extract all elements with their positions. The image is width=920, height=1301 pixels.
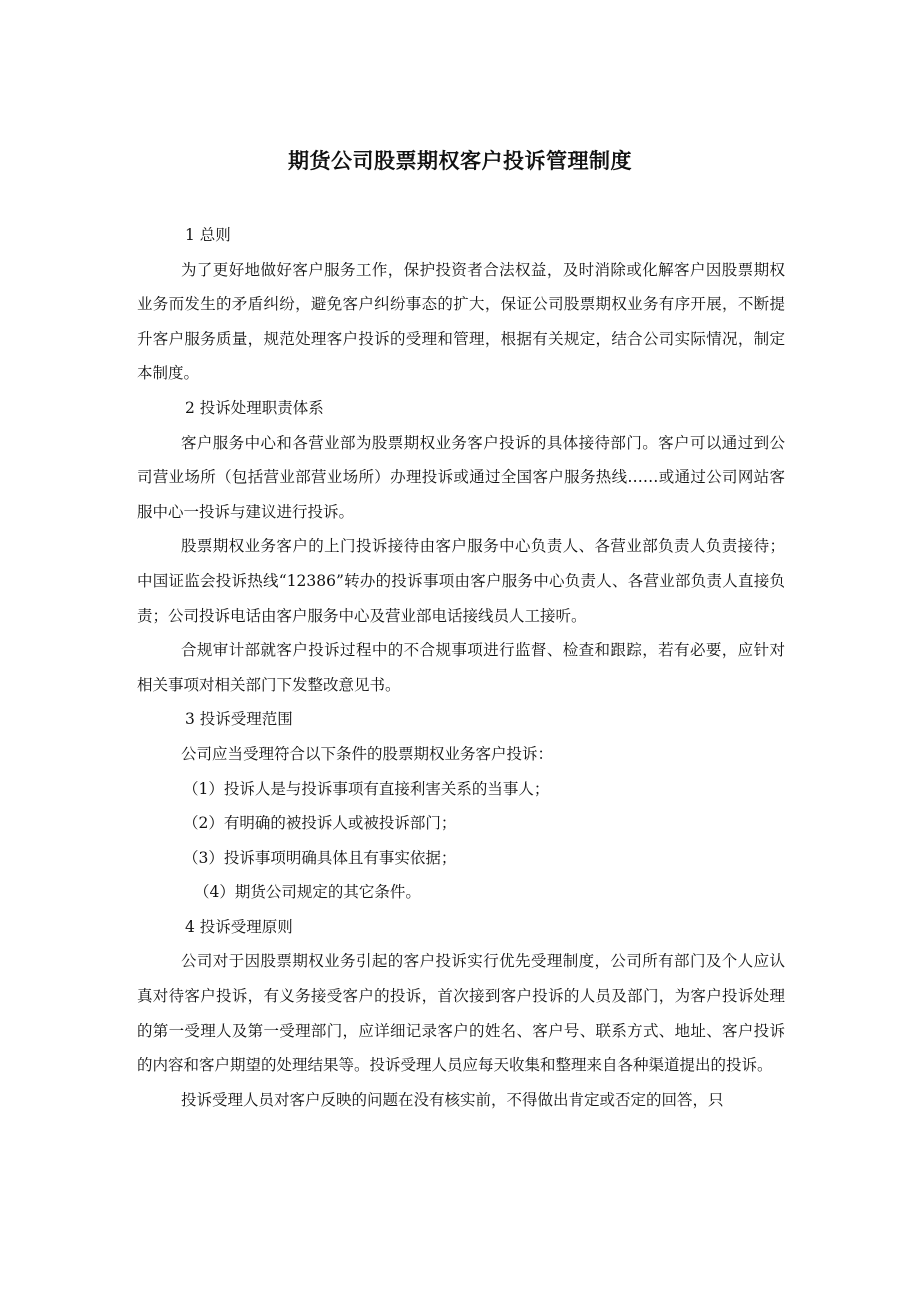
paragraph: 为了更好地做好客户服务工作，保护投资者合法权益，及时消除或化解客户因股票期权业务而发生的矛盾纠纷，避免客户纠纷事态的扩大，保证公司股票期权业务有序开展，不断提升客户服务质量，规范处理客户投诉的受理和管理，根据有关规定，结合公司实际情况，制定本制度。 bbox=[137, 260, 785, 383]
paragraph: 公司应当受理符合以下条件的股票期权业务客户投诉： bbox=[181, 744, 554, 763]
document-body bbox=[137, 218, 785, 1117]
page-title: 期货公司股票期权客户投诉管理制度 bbox=[288, 149, 632, 173]
paragraph: 股票期权业务客户的上门投诉接待由客户服务中心负责人、各营业部负责人负责接待；中国证监会投诉热线“12386”转办的投诉事项由客户服务中心负责人、各营业部负责人直接负责；公司投诉电话由客户服务中心及营业部电话接线员人工接听。 bbox=[137, 537, 785, 625]
paragraph: 合规审计部就客户投诉过程中的不合规事项进行监督、检查和跟踪，若有必要，应针对相关事项对相关部门下发整改意见书。 bbox=[137, 641, 785, 694]
paragraph: 公司对于因股票期权业务引起的客户投诉实行优先受理制度，公司所有部门及个人应认真对待客户投诉，有义务接受客户的投诉，首次接到客户投诉的人员及部门，为客户投诉处理的第一受理人及第一受理部门，应详细记录客户的姓名、客户号、联系方式、地址、客户投诉的内容和客户期望的处理结果等。投诉受理人员应每天收集和整理来自各种渠道提出的投诉。 bbox=[137, 952, 785, 1075]
list-item: （1）投诉人是与投诉事项有直接利害关系的当事人； bbox=[183, 779, 550, 798]
list-item: （3）投诉事项明确具体且有事实依据； bbox=[183, 848, 457, 867]
paragraph: 客户服务中心和各营业部为股票期权业务客户投诉的具体接待部门。客户可以通过到公司营业场所（包括营业部营业场所）办理投诉或通过全国客户服务热线……或通过公司网站客服中心一投诉与建议进行投诉。 bbox=[137, 433, 785, 521]
section-heading: 4 投诉受理原则 bbox=[185, 917, 293, 936]
section-heading: 2 投诉处理职责体系 bbox=[185, 398, 324, 417]
section-heading: 1 总则 bbox=[185, 226, 231, 244]
list-item: （4）期货公司规定的其它条件。 bbox=[194, 883, 421, 902]
paragraph: 投诉受理人员对客户反映的问题在没有核实前，不得做出肯定或否定的回答，只 bbox=[181, 1090, 724, 1109]
section-heading: 3 投诉受理范围 bbox=[185, 710, 293, 729]
list-item: （2）有明确的被投诉人或被投诉部门； bbox=[183, 814, 457, 833]
